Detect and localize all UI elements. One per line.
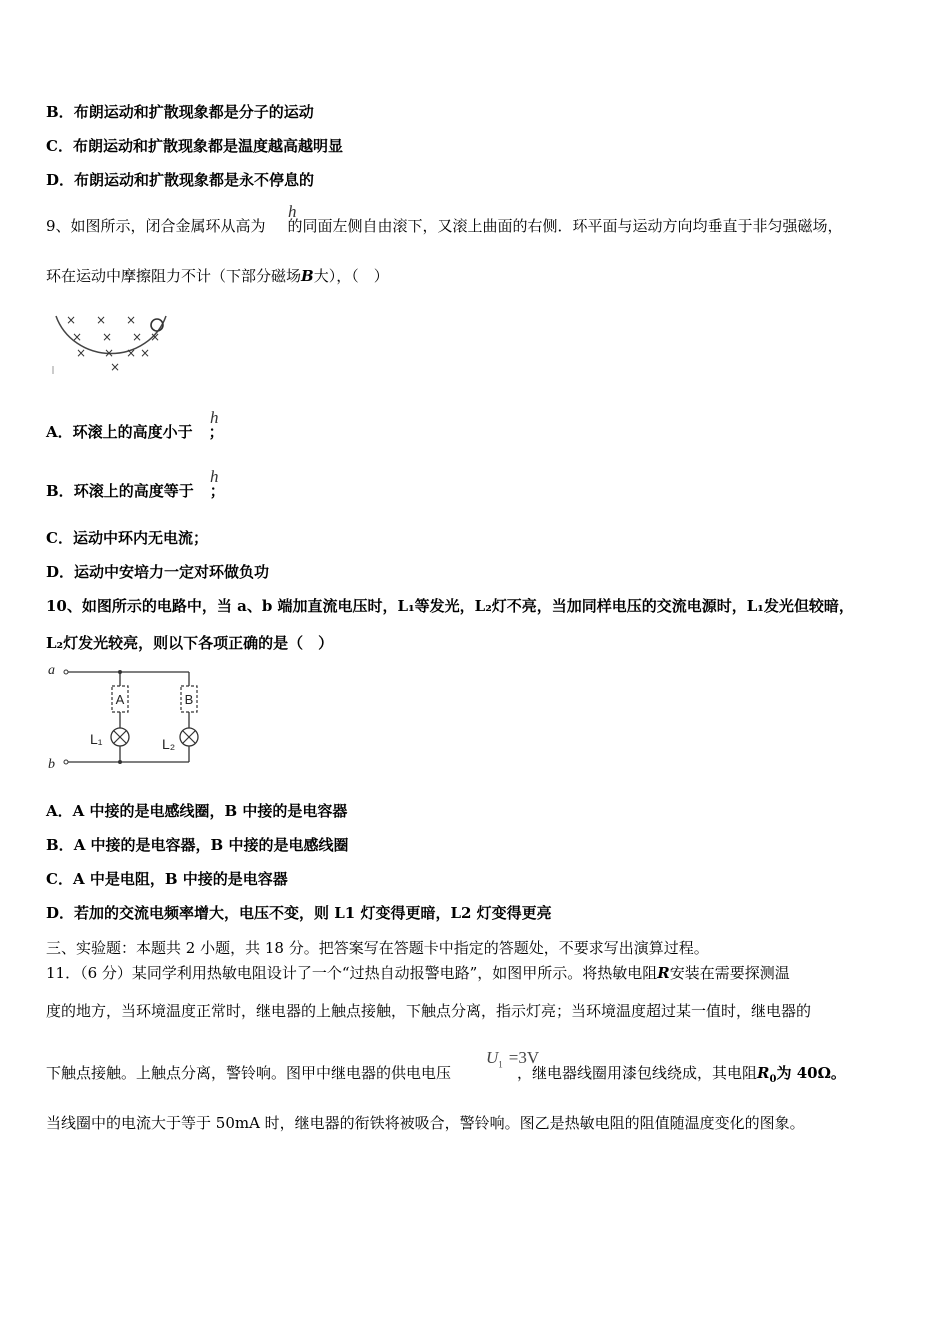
question-10-option-d: D．若加的交流电频率增大，电压不变，则 L1 灯变得更暗，L2 灯变得更亮 — [46, 904, 552, 922]
lamp-l2-label: L₂ — [162, 736, 176, 752]
field-mark: × — [140, 346, 151, 360]
lamp-l2-icon — [180, 728, 198, 746]
box-a-label: A — [115, 692, 125, 707]
question-9-option-a: A．环滚上的高度小于 ； — [46, 423, 224, 441]
variable-h: h — [210, 467, 219, 486]
terminal-a — [64, 670, 68, 674]
variable-h: h — [288, 202, 297, 221]
terminal-b — [64, 760, 68, 764]
question-11-line3: 下触点接触。上触点分离，警铃响。图甲中继电器的供电电压 ，继电器线圈用漆包线绕成，其电阻$R_0$为 40Ω。 — [46, 1064, 846, 1085]
field-mark: × — [126, 346, 137, 360]
field-mark: × — [76, 346, 87, 360]
field-mark: × — [104, 346, 115, 360]
field-mark: × — [96, 313, 107, 327]
field-mark: × — [150, 330, 161, 344]
question-9-line1: 9、如图所示，闭合金属环从高为 的同面左侧自由滚下，又滚上曲面的右侧．环平面与运动方向均垂直于非匀强磁场， — [46, 217, 843, 235]
question-11-line4: 当线圈中的电流大于等于 50mA 时，继电器的衔铁将被吸合，警铃响。图乙是热敏电阻的阻值随温度变化的图象。 — [46, 1114, 805, 1132]
lamp-l1-icon — [111, 728, 129, 746]
terminal-b-label: b — [48, 757, 55, 772]
box-b-label: B — [184, 692, 194, 707]
field-mark: × — [126, 313, 137, 327]
field-mark: × — [72, 330, 83, 344]
figure-magnetic-bowl — [46, 308, 176, 380]
question-9-option-b: B．环滚上的高度等于 ； — [46, 482, 225, 500]
question-10-option-c: C．A 中是电阻，B 中接的是电容器 — [46, 870, 288, 888]
field-mark: × — [110, 360, 121, 374]
question-10-option-b: B．A 中接的是电容器，B 中接的是电感线圈 — [46, 836, 349, 854]
question-10-option-a: A．A 中接的是电感线圈，B 中接的是电容器 — [46, 802, 348, 820]
question-9-option-d: D．运动中安培力一定对环做负功 — [46, 563, 270, 581]
field-mark: × — [102, 330, 113, 344]
field-mark: × — [132, 330, 143, 344]
lamp-l1-label: L₁ — [90, 731, 103, 747]
terminal-a-label: a — [48, 663, 55, 678]
question-9-option-c: C．运动中环内无电流； — [46, 529, 208, 547]
figure-circuit — [44, 660, 204, 775]
option-d: D．布朗运动和扩散现象都是永不停息的 — [46, 171, 315, 189]
question-11-line2: 度的地方，当环境温度正常时，继电器的上触点接触，下触点分离，指示灯亮；当环境温度超过某一值时，继电器的 — [46, 1002, 812, 1020]
voltage-formula: $U_1 =3V$ — [486, 1048, 540, 1070]
magnetic-field-marks — [66, 313, 160, 374]
field-mark: × — [66, 313, 77, 327]
question-10-line1: 10、如图所示的电路中，当 a、b 端加直流电压时，L₁等发光，L₂灯不亮，当加同样电压的交流电源时，L₁发光但较暗， — [46, 597, 854, 615]
question-11-line1: 11．（6 分）某同学利用热敏电阻设计了一个“过热自动报警电路”，如图甲所示。将热敏电阻R安装在需要探测温 — [46, 964, 790, 982]
section-3-heading: 三、实验题：本题共 2 小题，共 18 分。把答案写在答题卡中指定的答题处，不要求写出演算过程。 — [46, 939, 709, 957]
question-9-line2: 环在运动中摩擦阻力不计（下部分磁场B大），（ ） — [46, 267, 389, 285]
option-c: C．布朗运动和扩散现象都是温度越高越明显 — [46, 137, 343, 155]
option-b: B．布朗运动和扩散现象都是分子的运动 — [46, 103, 314, 121]
question-10-line2: L₂灯发光较亮，则以下各项正确的是（ ） — [46, 634, 334, 652]
variable-h: h — [210, 408, 219, 427]
